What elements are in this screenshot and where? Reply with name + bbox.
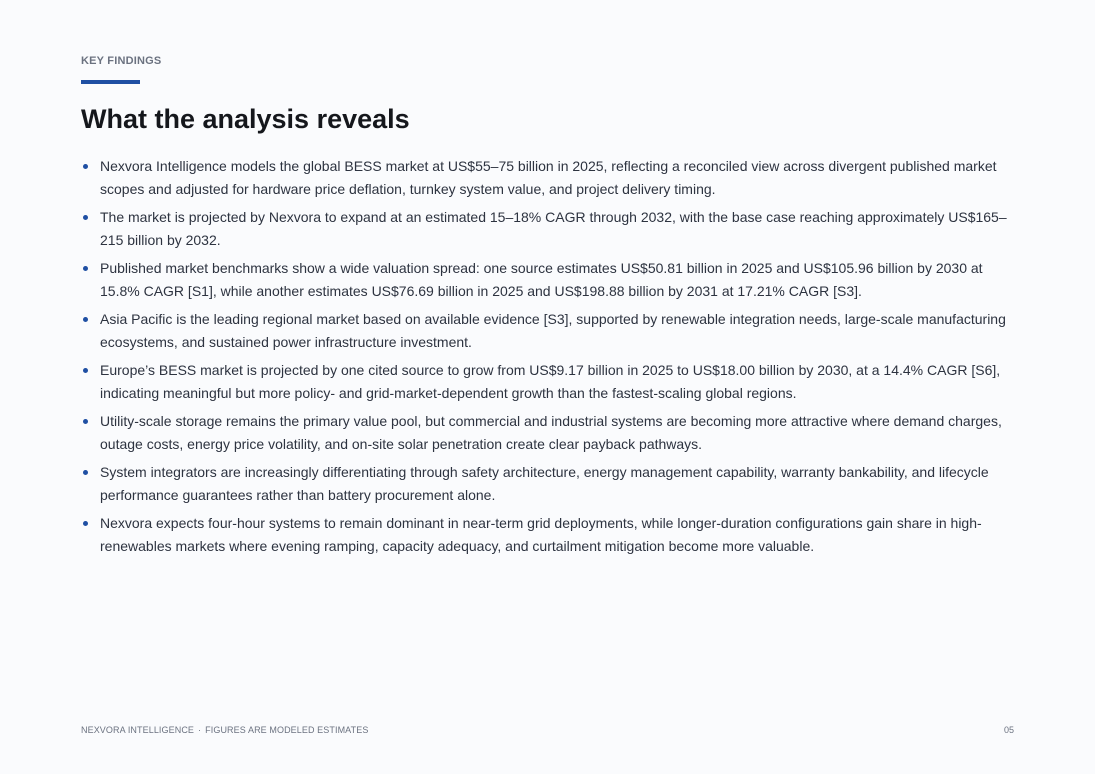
footer-brand: NEXVORA INTELLIGENCE <box>81 725 195 735</box>
finding-item <box>81 512 1016 557</box>
footer-note <box>81 725 368 735</box>
bullet-icon <box>83 368 88 373</box>
finding-item <box>81 461 1016 506</box>
accent-bar <box>81 80 140 84</box>
finding-item <box>81 155 1016 200</box>
bullet-icon <box>83 164 88 169</box>
page-number: 05 <box>1003 725 1014 735</box>
page-title: What the analysis reveals <box>81 104 410 134</box>
finding-text: Nexvora expects four-hour systems to remain dominant in near-term grid deployments, while longer-duration configurations gain share in high-renewables markets where evening ramping, capacity adequacy, and curtailment mitigation become more valuable. <box>100 515 982 554</box>
finding-item <box>81 410 1016 455</box>
bullet-icon <box>83 470 88 475</box>
finding-text: System integrators are increasingly differentiating through safety architecture, energy management capability, warranty bankability, and lifecycle performance guarantees rather than battery procurement alone. <box>100 464 989 503</box>
bullet-icon <box>83 215 88 220</box>
finding-item <box>81 359 1016 404</box>
bullet-icon <box>83 317 88 322</box>
finding-item <box>81 308 1016 353</box>
bullet-icon <box>83 521 88 526</box>
finding-text: Utility-scale storage remains the primary value pool, but commercial and industrial systems are becoming more attractive where demand charges, outage costs, energy price volatility, and on-site solar penetration create clear payback pathways. <box>100 413 1002 452</box>
finding-text: Europe’s BESS market is projected by one cited source to grow from US$9.17 billion in 2025 to US$18.00 billion by 2030, at a 14.4% CAGR [S6], indicating meaningful but more policy- and grid-market-dependent growth than the fastest-scaling global regions. <box>100 362 1001 401</box>
finding-text: Asia Pacific is the leading regional market based on available evidence [S3], supported by renewable integration needs, large-scale manufacturing ecosystems, and sustained power infrastructure investment. <box>100 311 1006 350</box>
finding-text: The market is projected by Nexvora to expand at an estimated 15–18% CAGR through 2032, with the base case reaching approximately US$165–215 billion by 2032. <box>100 209 1007 248</box>
finding-text: Published market benchmarks show a wide valuation spread: one source estimates US$50.81 billion in 2025 and US$105.96 billion by 2030 at 15.8% CAGR [S1], while another estimates US$76.69 billion in 2025 and US$198.88 billion by 2031 at 17.21% CAGR [S3]. <box>100 260 983 299</box>
findings-list <box>81 155 1016 563</box>
finding-text: Nexvora Intelligence models the global BESS market at US$55–75 billion in 2025, reflecting a reconciled view across divergent published market scopes and adjusted for hardware price deflation, turnkey system value, and project delivery timing. <box>100 158 997 197</box>
finding-item <box>81 206 1016 251</box>
section-eyebrow: KEY FINDINGS <box>81 55 162 67</box>
finding-item <box>81 257 1016 302</box>
bullet-icon <box>83 419 88 424</box>
footer-disclaimer: FIGURES ARE MODELED ESTIMATES <box>205 725 369 735</box>
bullet-icon <box>83 266 88 271</box>
footer-separator: · <box>198 725 202 735</box>
